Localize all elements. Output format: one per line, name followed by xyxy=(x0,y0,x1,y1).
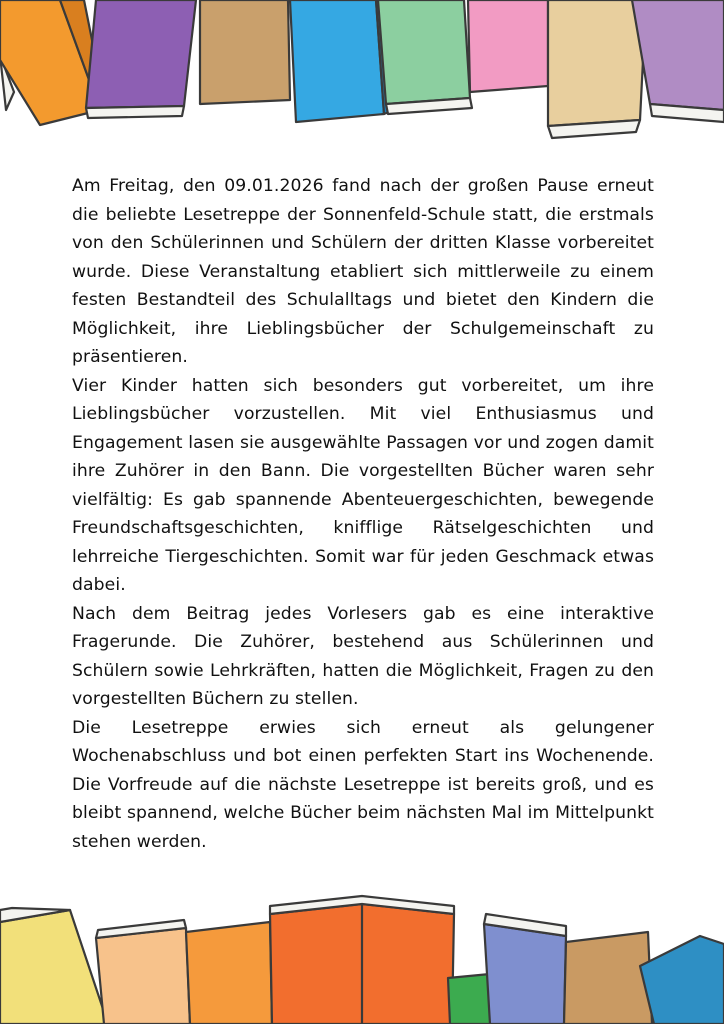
book-brown-icon xyxy=(564,932,652,1024)
paragraph-intro: Am Freitag, den 09.01.2026 fand nach der großen Pause erneut die beliebte Lesetreppe der Sonnenfeld-Schule statt, die erstmals von den Schülerinnen und Schülern der dritten Klasse vorbereitet wurde. Diese Veranstaltung etabliert sich mittlerweile zu einem festen Bestandteil des Schulalltags und bietet den Kindern die Möglichkeit, ihre Lieblingsbücher der Schulgemeinschaft zu präsentieren. xyxy=(72,176,654,367)
book-peach-icon xyxy=(96,928,190,1024)
book-tan-icon xyxy=(200,0,290,104)
top-book-border xyxy=(0,0,724,140)
book-yellow-icon xyxy=(0,910,108,1024)
paragraph-conclusion: Die Lesetreppe erwies sich erneut als gelungener Wochenabschluss und bot einen perfekten Start ins Wochenende. Die Vorfreude auf die nächste Lesetreppe ist bereits groß, und es bleibt spannend, welche Bücher beim nächsten Mal im Mittelpunkt stehen werden. xyxy=(72,717,654,852)
article-body xyxy=(72,172,654,856)
book-blue-icon xyxy=(640,936,724,1024)
book-green-icon xyxy=(378,0,470,104)
book-periwinkle-icon xyxy=(484,924,566,1024)
book-blue-icon xyxy=(290,0,384,122)
bottom-book-border xyxy=(0,880,724,1024)
paragraph-questions: Nach dem Beitrag jedes Vorlesers gab es eine interaktive Fragerunde. Die Zuhörer, bestehend aus Schülerinnen und Schülern sowie Lehrkräften, hatten die Möglichkeit, Fragen zu den vorgestellten Büchern zu stellen. xyxy=(72,603,654,709)
book-orange-icon xyxy=(186,922,272,1024)
paragraph-readers: Vier Kinder hatten sich besonders gut vorbereitet, um ihre Lieblingsbücher vorzustellen. Mit viel Enthusiasmus und Engagement lasen sie ausgewählte Passagen vor und zogen damit ihre Zuhörer in den Bann. Die vorgestellten Bücher waren sehr vielfältig: Es gab spannende Abenteuergeschichten, bewegende Freundschaftsgeschichten, knifflige Rätselgeschichten und lehrreiche Tiergeschichten. Somit war für jeden Geschmack etwas dabei. xyxy=(72,375,654,595)
book-pink-icon xyxy=(468,0,548,92)
book-purple-icon xyxy=(86,0,196,108)
book-lavender-icon xyxy=(632,0,724,110)
